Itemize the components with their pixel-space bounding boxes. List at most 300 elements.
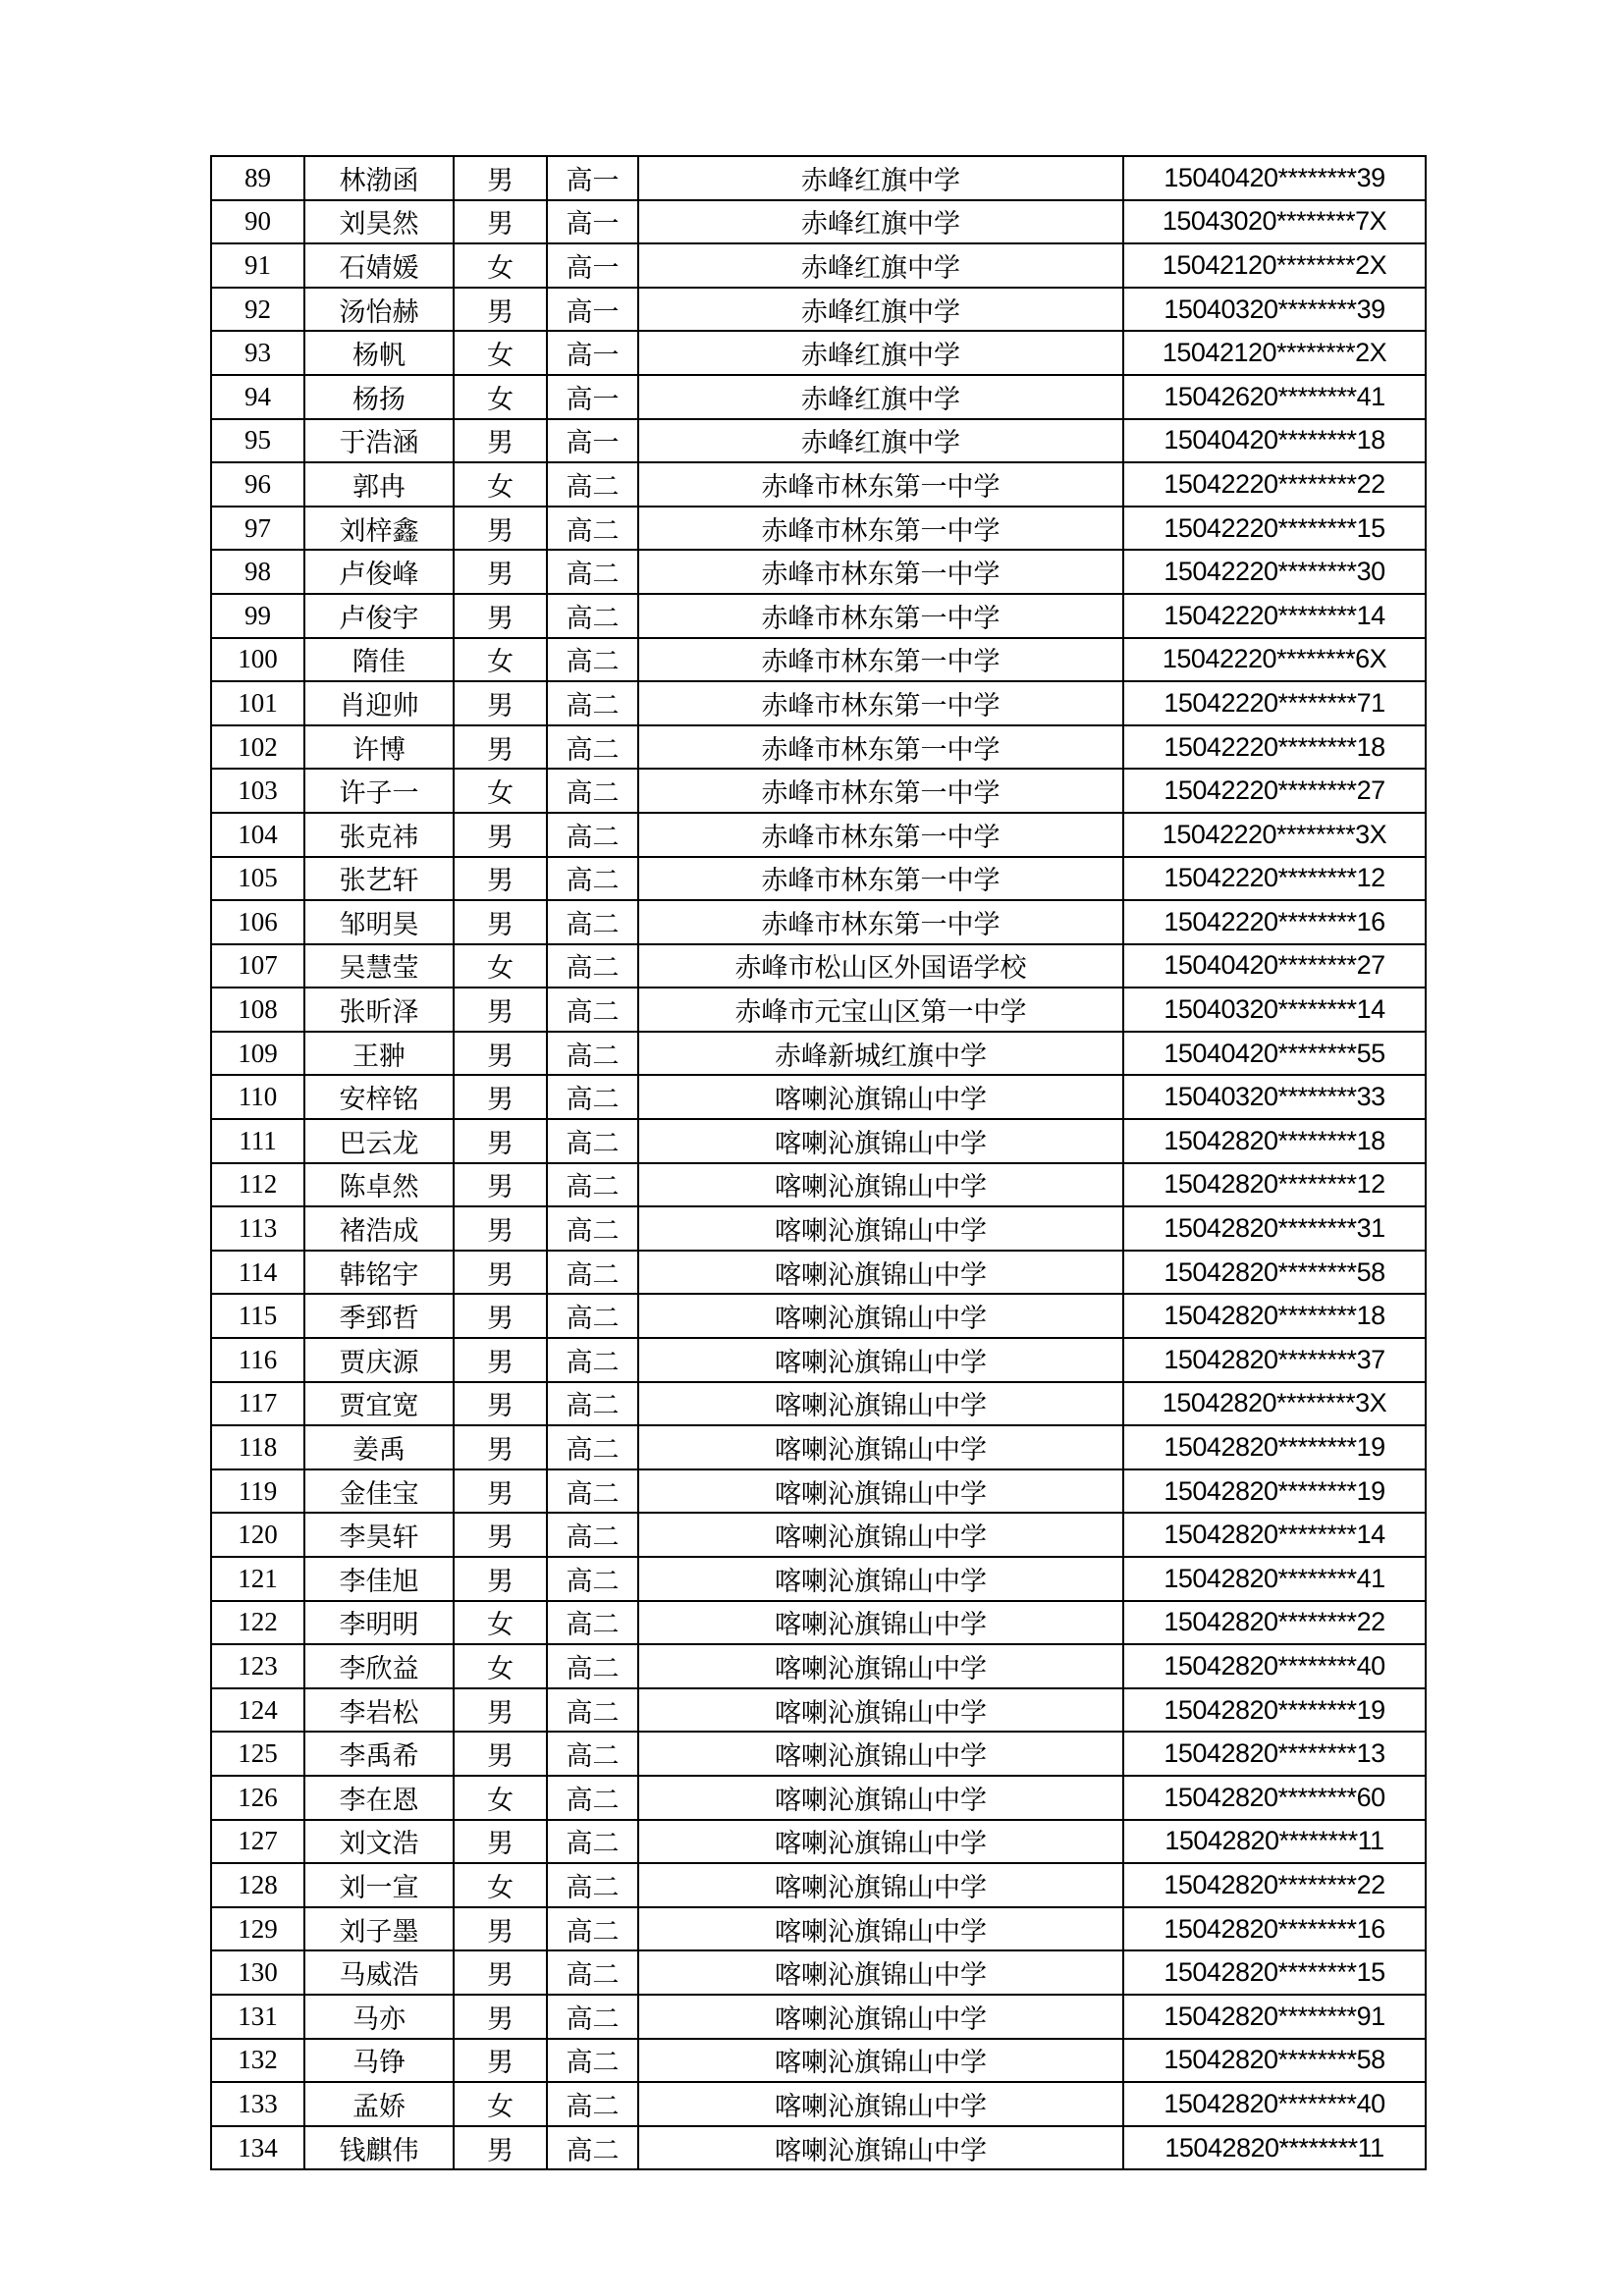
serial-number-cell: 112	[211, 1163, 304, 1207]
grade-cell: 高二	[547, 857, 638, 901]
school-cell: 赤峰市林东第一中学	[638, 769, 1123, 813]
serial-number-cell: 104	[211, 813, 304, 857]
id-number-cell: 15042820********19	[1123, 1688, 1426, 1733]
school-cell: 喀喇沁旗锦山中学	[638, 1644, 1123, 1688]
gender-cell: 男	[454, 1382, 547, 1426]
student-name-cell: 许子一	[304, 769, 454, 813]
id-number-cell: 15042820********14	[1123, 1513, 1426, 1557]
student-name-cell: 刘昊然	[304, 200, 454, 244]
gender-cell: 男	[454, 550, 547, 594]
gender-cell: 男	[454, 988, 547, 1032]
serial-number-cell: 91	[211, 243, 304, 288]
table-row	[211, 1820, 1426, 1864]
school-cell: 赤峰市林东第一中学	[638, 857, 1123, 901]
table-row	[211, 331, 1426, 375]
grade-cell: 高一	[547, 288, 638, 332]
serial-number-cell: 125	[211, 1732, 304, 1776]
student-name-cell: 陈卓然	[304, 1163, 454, 1207]
school-cell: 喀喇沁旗锦山中学	[638, 1294, 1123, 1338]
grade-cell: 高二	[547, 1338, 638, 1382]
grade-cell: 高一	[547, 419, 638, 463]
grade-cell: 高二	[547, 638, 638, 682]
gender-cell: 男	[454, 900, 547, 944]
grade-cell: 高二	[547, 1688, 638, 1733]
grade-cell: 高二	[547, 725, 638, 770]
table-row	[211, 288, 1426, 332]
id-number-cell: 15040420********27	[1123, 944, 1426, 988]
student-name-cell: 李在恩	[304, 1776, 454, 1820]
id-number-cell: 15042820********18	[1123, 1119, 1426, 1163]
grade-cell: 高二	[547, 1601, 638, 1645]
student-name-cell: 刘梓鑫	[304, 507, 454, 551]
id-number-cell: 15042220********71	[1123, 681, 1426, 725]
grade-cell: 高二	[547, 1863, 638, 1907]
student-name-cell: 李欣益	[304, 1644, 454, 1688]
table-row	[211, 1163, 1426, 1207]
serial-number-cell: 111	[211, 1119, 304, 1163]
serial-number-cell: 129	[211, 1907, 304, 1951]
id-number-cell: 15042120********2X	[1123, 331, 1426, 375]
table-row	[211, 1382, 1426, 1426]
school-cell: 喀喇沁旗锦山中学	[638, 1995, 1123, 2039]
gender-cell: 女	[454, 375, 547, 419]
table-row	[211, 2039, 1426, 2083]
student-name-cell: 李昊轩	[304, 1513, 454, 1557]
table-row	[211, 1907, 1426, 1951]
table-row	[211, 857, 1426, 901]
table-row	[211, 1294, 1426, 1338]
student-name-cell: 姜禹	[304, 1425, 454, 1469]
gender-cell: 男	[454, 1075, 547, 1119]
table-row	[211, 507, 1426, 551]
grade-cell: 高二	[547, 462, 638, 507]
gender-cell: 男	[454, 1732, 547, 1776]
school-cell: 喀喇沁旗锦山中学	[638, 2126, 1123, 2170]
id-number-cell: 15042820********22	[1123, 1863, 1426, 1907]
id-number-cell: 15040320********14	[1123, 988, 1426, 1032]
school-cell: 喀喇沁旗锦山中学	[638, 1251, 1123, 1295]
gender-cell: 男	[454, 725, 547, 770]
table-row	[211, 550, 1426, 594]
serial-number-cell: 97	[211, 507, 304, 551]
serial-number-cell: 100	[211, 638, 304, 682]
student-name-cell: 李禹希	[304, 1732, 454, 1776]
gender-cell: 男	[454, 1950, 547, 1995]
student-name-cell: 马亦	[304, 1995, 454, 2039]
table-row	[211, 1995, 1426, 2039]
school-cell: 喀喇沁旗锦山中学	[638, 1950, 1123, 1995]
gender-cell: 女	[454, 1644, 547, 1688]
grade-cell: 高一	[547, 375, 638, 419]
school-cell: 赤峰市林东第一中学	[638, 550, 1123, 594]
gender-cell: 男	[454, 1119, 547, 1163]
id-number-cell: 15042220********16	[1123, 900, 1426, 944]
id-number-cell: 15040320********33	[1123, 1075, 1426, 1119]
id-number-cell: 15042820********12	[1123, 1163, 1426, 1207]
student-name-cell: 王翀	[304, 1032, 454, 1076]
table-row	[211, 419, 1426, 463]
table-row	[211, 462, 1426, 507]
serial-number-cell: 134	[211, 2126, 304, 2170]
grade-cell: 高二	[547, 1820, 638, 1864]
student-name-cell: 张艺轩	[304, 857, 454, 901]
gender-cell: 男	[454, 1032, 547, 1076]
serial-number-cell: 105	[211, 857, 304, 901]
id-number-cell: 15042220********30	[1123, 550, 1426, 594]
id-number-cell: 15042820********58	[1123, 1251, 1426, 1295]
student-name-cell: 杨帆	[304, 331, 454, 375]
grade-cell: 高二	[547, 1950, 638, 1995]
serial-number-cell: 108	[211, 988, 304, 1032]
grade-cell: 高二	[547, 900, 638, 944]
grade-cell: 高二	[547, 2126, 638, 2170]
table-row	[211, 2126, 1426, 2170]
school-cell: 喀喇沁旗锦山中学	[638, 1907, 1123, 1951]
school-cell: 喀喇沁旗锦山中学	[638, 1075, 1123, 1119]
school-cell: 喀喇沁旗锦山中学	[638, 1776, 1123, 1820]
id-number-cell: 15043020********7X	[1123, 200, 1426, 244]
school-cell: 赤峰市松山区外国语学校	[638, 944, 1123, 988]
gender-cell: 女	[454, 243, 547, 288]
student-name-cell: 杨扬	[304, 375, 454, 419]
school-cell: 喀喇沁旗锦山中学	[638, 1863, 1123, 1907]
grade-cell: 高二	[547, 2039, 638, 2083]
id-number-cell: 15042220********3X	[1123, 813, 1426, 857]
serial-number-cell: 96	[211, 462, 304, 507]
id-number-cell: 15042820********22	[1123, 1601, 1426, 1645]
serial-number-cell: 127	[211, 1820, 304, 1864]
gender-cell: 男	[454, 1338, 547, 1382]
serial-number-cell: 101	[211, 681, 304, 725]
grade-cell: 高二	[547, 1294, 638, 1338]
table-row	[211, 1251, 1426, 1295]
gender-cell: 男	[454, 1820, 547, 1864]
grade-cell: 高二	[547, 1425, 638, 1469]
school-cell: 喀喇沁旗锦山中学	[638, 1206, 1123, 1251]
school-cell: 赤峰市林东第一中学	[638, 681, 1123, 725]
school-cell: 喀喇沁旗锦山中学	[638, 1820, 1123, 1864]
table-row	[211, 944, 1426, 988]
id-number-cell: 15042220********15	[1123, 507, 1426, 551]
student-name-cell: 郭冉	[304, 462, 454, 507]
table-row	[211, 725, 1426, 770]
id-number-cell: 15042820********15	[1123, 1950, 1426, 1995]
school-cell: 赤峰市林东第一中学	[638, 900, 1123, 944]
school-cell: 喀喇沁旗锦山中学	[638, 1469, 1123, 1514]
grade-cell: 高一	[547, 156, 638, 200]
school-cell: 赤峰市林东第一中学	[638, 638, 1123, 682]
gender-cell: 女	[454, 462, 547, 507]
student-name-cell: 安梓铭	[304, 1075, 454, 1119]
gender-cell: 男	[454, 1513, 547, 1557]
id-number-cell: 15042820********19	[1123, 1469, 1426, 1514]
serial-number-cell: 92	[211, 288, 304, 332]
id-number-cell: 15042220********18	[1123, 725, 1426, 770]
table-row	[211, 1732, 1426, 1776]
serial-number-cell: 132	[211, 2039, 304, 2083]
student-roster-table	[210, 155, 1427, 2170]
table-row	[211, 243, 1426, 288]
gender-cell: 男	[454, 419, 547, 463]
roster-body	[211, 156, 1426, 2169]
table-row	[211, 1688, 1426, 1733]
school-cell: 赤峰红旗中学	[638, 375, 1123, 419]
serial-number-cell: 120	[211, 1513, 304, 1557]
table-row	[211, 156, 1426, 200]
school-cell: 赤峰市林东第一中学	[638, 594, 1123, 638]
serial-number-cell: 133	[211, 2082, 304, 2126]
grade-cell: 高二	[547, 1163, 638, 1207]
table-row	[211, 769, 1426, 813]
gender-cell: 女	[454, 1601, 547, 1645]
grade-cell: 高二	[547, 594, 638, 638]
school-cell: 喀喇沁旗锦山中学	[638, 1688, 1123, 1733]
grade-cell: 高二	[547, 1075, 638, 1119]
serial-number-cell: 99	[211, 594, 304, 638]
serial-number-cell: 93	[211, 331, 304, 375]
student-name-cell: 李岩松	[304, 1688, 454, 1733]
table-row	[211, 681, 1426, 725]
student-name-cell: 许博	[304, 725, 454, 770]
grade-cell: 高一	[547, 331, 638, 375]
gender-cell: 男	[454, 1251, 547, 1295]
grade-cell: 高二	[547, 944, 638, 988]
table-row	[211, 1863, 1426, 1907]
id-number-cell: 15042820********41	[1123, 1557, 1426, 1601]
gender-cell: 男	[454, 1294, 547, 1338]
school-cell: 喀喇沁旗锦山中学	[638, 1338, 1123, 1382]
serial-number-cell: 95	[211, 419, 304, 463]
school-cell: 赤峰市林东第一中学	[638, 507, 1123, 551]
serial-number-cell: 89	[211, 156, 304, 200]
gender-cell: 男	[454, 813, 547, 857]
table-row	[211, 1469, 1426, 1514]
serial-number-cell: 102	[211, 725, 304, 770]
table-row	[211, 1776, 1426, 1820]
student-name-cell: 于浩涵	[304, 419, 454, 463]
table-row	[211, 1513, 1426, 1557]
school-cell: 喀喇沁旗锦山中学	[638, 1382, 1123, 1426]
student-name-cell: 邹明昊	[304, 900, 454, 944]
serial-number-cell: 106	[211, 900, 304, 944]
grade-cell: 高二	[547, 1557, 638, 1601]
school-cell: 喀喇沁旗锦山中学	[638, 2039, 1123, 2083]
grade-cell: 高二	[547, 681, 638, 725]
serial-number-cell: 122	[211, 1601, 304, 1645]
gender-cell: 女	[454, 944, 547, 988]
gender-cell: 男	[454, 1557, 547, 1601]
serial-number-cell: 126	[211, 1776, 304, 1820]
gender-cell: 男	[454, 681, 547, 725]
grade-cell: 高二	[547, 1776, 638, 1820]
id-number-cell: 15040420********39	[1123, 156, 1426, 200]
id-number-cell: 15042220********12	[1123, 857, 1426, 901]
table-row	[211, 1557, 1426, 1601]
grade-cell: 高二	[547, 1032, 638, 1076]
student-name-cell: 李明明	[304, 1601, 454, 1645]
id-number-cell: 15042220********14	[1123, 594, 1426, 638]
gender-cell: 男	[454, 1907, 547, 1951]
serial-number-cell: 110	[211, 1075, 304, 1119]
id-number-cell: 15042120********2X	[1123, 243, 1426, 288]
gender-cell: 女	[454, 1776, 547, 1820]
serial-number-cell: 128	[211, 1863, 304, 1907]
table-row	[211, 594, 1426, 638]
student-name-cell: 刘子墨	[304, 1907, 454, 1951]
table-row	[211, 200, 1426, 244]
id-number-cell: 15042820********16	[1123, 1907, 1426, 1951]
id-number-cell: 15042220********22	[1123, 462, 1426, 507]
table-row	[211, 1075, 1426, 1119]
student-name-cell: 孟娇	[304, 2082, 454, 2126]
grade-cell: 高二	[547, 1732, 638, 1776]
serial-number-cell: 131	[211, 1995, 304, 2039]
gender-cell: 女	[454, 331, 547, 375]
id-number-cell: 15042820********91	[1123, 1995, 1426, 2039]
serial-number-cell: 107	[211, 944, 304, 988]
serial-number-cell: 119	[211, 1469, 304, 1514]
grade-cell: 高二	[547, 1469, 638, 1514]
id-number-cell: 15040320********39	[1123, 288, 1426, 332]
table-row	[211, 375, 1426, 419]
grade-cell: 高二	[547, 988, 638, 1032]
id-number-cell: 15042820********37	[1123, 1338, 1426, 1382]
table-row	[211, 1119, 1426, 1163]
gender-cell: 男	[454, 1163, 547, 1207]
id-number-cell: 15040420********18	[1123, 419, 1426, 463]
school-cell: 赤峰红旗中学	[638, 419, 1123, 463]
serial-number-cell: 117	[211, 1382, 304, 1426]
school-cell: 喀喇沁旗锦山中学	[638, 1557, 1123, 1601]
serial-number-cell: 116	[211, 1338, 304, 1382]
serial-number-cell: 90	[211, 200, 304, 244]
table-row	[211, 2082, 1426, 2126]
grade-cell: 高二	[547, 1995, 638, 2039]
school-cell: 赤峰市林东第一中学	[638, 725, 1123, 770]
school-cell: 赤峰红旗中学	[638, 288, 1123, 332]
serial-number-cell: 94	[211, 375, 304, 419]
school-cell: 赤峰红旗中学	[638, 243, 1123, 288]
grade-cell: 高二	[547, 550, 638, 594]
gender-cell: 男	[454, 200, 547, 244]
table-row	[211, 988, 1426, 1032]
gender-cell: 男	[454, 1995, 547, 2039]
grade-cell: 高二	[547, 1251, 638, 1295]
gender-cell: 男	[454, 857, 547, 901]
student-name-cell: 卢俊宇	[304, 594, 454, 638]
student-name-cell: 巴云龙	[304, 1119, 454, 1163]
serial-number-cell: 130	[211, 1950, 304, 1995]
school-cell: 喀喇沁旗锦山中学	[638, 1732, 1123, 1776]
gender-cell: 女	[454, 1863, 547, 1907]
id-number-cell: 15042820********40	[1123, 1644, 1426, 1688]
school-cell: 赤峰红旗中学	[638, 331, 1123, 375]
grade-cell: 高二	[547, 1907, 638, 1951]
grade-cell: 高二	[547, 1644, 638, 1688]
school-cell: 喀喇沁旗锦山中学	[638, 1163, 1123, 1207]
school-cell: 赤峰市元宝山区第一中学	[638, 988, 1123, 1032]
gender-cell: 男	[454, 1469, 547, 1514]
student-name-cell: 季郅哲	[304, 1294, 454, 1338]
student-name-cell: 张昕泽	[304, 988, 454, 1032]
id-number-cell: 15042820********19	[1123, 1425, 1426, 1469]
student-name-cell: 石婧媛	[304, 243, 454, 288]
student-name-cell: 马威浩	[304, 1950, 454, 1995]
grade-cell: 高二	[547, 1206, 638, 1251]
gender-cell: 男	[454, 1425, 547, 1469]
grade-cell: 高二	[547, 507, 638, 551]
student-name-cell: 张克祎	[304, 813, 454, 857]
gender-cell: 男	[454, 1688, 547, 1733]
student-name-cell: 隋佳	[304, 638, 454, 682]
serial-number-cell: 115	[211, 1294, 304, 1338]
student-name-cell: 贾宜宽	[304, 1382, 454, 1426]
id-number-cell: 15042620********41	[1123, 375, 1426, 419]
gender-cell: 女	[454, 638, 547, 682]
id-number-cell: 15042220********27	[1123, 769, 1426, 813]
gender-cell: 男	[454, 288, 547, 332]
table-row	[211, 900, 1426, 944]
id-number-cell: 15042820********31	[1123, 1206, 1426, 1251]
id-number-cell: 15042820********18	[1123, 1294, 1426, 1338]
grade-cell: 高一	[547, 243, 638, 288]
student-name-cell: 李佳旭	[304, 1557, 454, 1601]
student-name-cell: 刘一宣	[304, 1863, 454, 1907]
table-row	[211, 1601, 1426, 1645]
id-number-cell: 15042820********58	[1123, 2039, 1426, 2083]
gender-cell: 男	[454, 2126, 547, 2170]
id-number-cell: 15042820********13	[1123, 1732, 1426, 1776]
serial-number-cell: 114	[211, 1251, 304, 1295]
gender-cell: 女	[454, 2082, 547, 2126]
student-name-cell: 韩铭宇	[304, 1251, 454, 1295]
student-name-cell: 林渤函	[304, 156, 454, 200]
table-row	[211, 1425, 1426, 1469]
id-number-cell: 15042820********40	[1123, 2082, 1426, 2126]
school-cell: 赤峰红旗中学	[638, 200, 1123, 244]
student-name-cell: 刘文浩	[304, 1820, 454, 1864]
table-row	[211, 1338, 1426, 1382]
table-row	[211, 1644, 1426, 1688]
serial-number-cell: 113	[211, 1206, 304, 1251]
school-cell: 喀喇沁旗锦山中学	[638, 1601, 1123, 1645]
grade-cell: 高二	[547, 813, 638, 857]
grade-cell: 高二	[547, 2082, 638, 2126]
id-number-cell: 15042820********11	[1123, 1820, 1426, 1864]
serial-number-cell: 103	[211, 769, 304, 813]
serial-number-cell: 98	[211, 550, 304, 594]
serial-number-cell: 118	[211, 1425, 304, 1469]
school-cell: 喀喇沁旗锦山中学	[638, 2082, 1123, 2126]
grade-cell: 高一	[547, 200, 638, 244]
student-name-cell: 钱麒伟	[304, 2126, 454, 2170]
student-name-cell: 褚浩成	[304, 1206, 454, 1251]
student-name-cell: 肖迎帅	[304, 681, 454, 725]
serial-number-cell: 123	[211, 1644, 304, 1688]
student-name-cell: 金佳宝	[304, 1469, 454, 1514]
student-name-cell: 贾庆源	[304, 1338, 454, 1382]
id-number-cell: 15042820********11	[1123, 2126, 1426, 2170]
gender-cell: 男	[454, 1206, 547, 1251]
school-cell: 赤峰红旗中学	[638, 156, 1123, 200]
table-row	[211, 1206, 1426, 1251]
grade-cell: 高二	[547, 1119, 638, 1163]
serial-number-cell: 109	[211, 1032, 304, 1076]
serial-number-cell: 121	[211, 1557, 304, 1601]
id-number-cell: 15040420********55	[1123, 1032, 1426, 1076]
grade-cell: 高二	[547, 1382, 638, 1426]
gender-cell: 男	[454, 2039, 547, 2083]
